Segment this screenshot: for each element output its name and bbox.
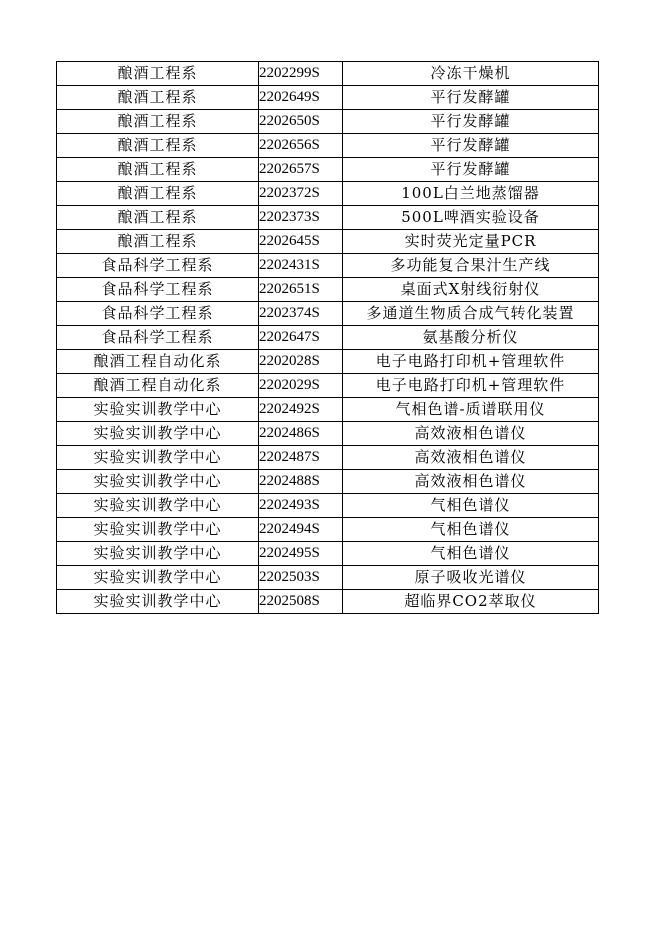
equipment-name-cell: 气相色谱仪: [343, 542, 599, 566]
equipment-name-cell: 冷冻干燥机: [343, 62, 599, 86]
equipment-code-cell: 2202431S: [259, 254, 343, 278]
department-cell: 酿酒工程自动化系: [57, 374, 259, 398]
equipment-name-cell: 平行发酵罐: [343, 110, 599, 134]
table-row: [57, 206, 599, 230]
table-row: [57, 566, 599, 590]
equipment-name-cell: 气相色谱仪: [343, 518, 599, 542]
department-cell: 实验实训教学中心: [57, 470, 259, 494]
equipment-code-cell: 2202493S: [259, 494, 343, 518]
equipment-name-cell: 气相色谱仪: [343, 494, 599, 518]
equipment-code-cell: 2202651S: [259, 278, 343, 302]
department-cell: 实验实训教学中心: [57, 566, 259, 590]
equipment-name-cell: 气相色谱-质谱联用仪: [343, 398, 599, 422]
equipment-code-cell: 2202374S: [259, 302, 343, 326]
department-cell: 食品科学工程系: [57, 302, 259, 326]
equipment-code-cell: 2202299S: [259, 62, 343, 86]
department-cell: 实验实训教学中心: [57, 590, 259, 614]
table-row: [57, 62, 599, 86]
table-row: [57, 350, 599, 374]
table-row: [57, 398, 599, 422]
equipment-code-cell: 2202657S: [259, 158, 343, 182]
equipment-name-cell: 平行发酵罐: [343, 134, 599, 158]
equipment-name-cell: 电子电路打印机+管理软件: [343, 350, 599, 374]
department-cell: 酿酒工程系: [57, 62, 259, 86]
equipment-name-cell: 高效液相色谱仪: [343, 470, 599, 494]
department-cell: 酿酒工程系: [57, 206, 259, 230]
equipment-name-cell: 原子吸收光谱仪: [343, 566, 599, 590]
table-row: [57, 86, 599, 110]
table-row: [57, 134, 599, 158]
department-cell: 实验实训教学中心: [57, 398, 259, 422]
table-row: [57, 182, 599, 206]
equipment-name-cell: 平行发酵罐: [343, 158, 599, 182]
equipment-code-cell: 2202649S: [259, 86, 343, 110]
equipment-code-cell: 2202645S: [259, 230, 343, 254]
equipment-code-cell: 2202647S: [259, 326, 343, 350]
equipment-name-cell: 高效液相色谱仪: [343, 446, 599, 470]
table-row: [57, 494, 599, 518]
table-row: [57, 110, 599, 134]
department-cell: 实验实训教学中心: [57, 518, 259, 542]
equipment-code-cell: 2202503S: [259, 566, 343, 590]
department-cell: 实验实训教学中心: [57, 542, 259, 566]
equipment-code-cell: 2202029S: [259, 374, 343, 398]
department-cell: 酿酒工程自动化系: [57, 350, 259, 374]
table-row: [57, 374, 599, 398]
table-row: [57, 518, 599, 542]
equipment-code-cell: 2202487S: [259, 446, 343, 470]
department-cell: 酿酒工程系: [57, 86, 259, 110]
department-cell: 实验实训教学中心: [57, 494, 259, 518]
equipment-name-cell: 高效液相色谱仪: [343, 422, 599, 446]
table-row: [57, 470, 599, 494]
table-row: [57, 302, 599, 326]
equipment-code-cell: 2202486S: [259, 422, 343, 446]
table-row: [57, 590, 599, 614]
table-row: [57, 422, 599, 446]
equipment-code-cell: 2202492S: [259, 398, 343, 422]
table-row: [57, 542, 599, 566]
equipment-name-cell: 100L白兰地蒸馏器: [343, 182, 599, 206]
equipment-name-cell: 电子电路打印机+管理软件: [343, 374, 599, 398]
equipment-name-cell: 桌面式X射线衍射仪: [343, 278, 599, 302]
department-cell: 酿酒工程系: [57, 110, 259, 134]
equipment-name-cell: 实时荧光定量PCR: [343, 230, 599, 254]
department-cell: 酿酒工程系: [57, 134, 259, 158]
table-row: [57, 326, 599, 350]
department-cell: 酿酒工程系: [57, 182, 259, 206]
equipment-code-cell: 2202495S: [259, 542, 343, 566]
department-cell: 酿酒工程系: [57, 230, 259, 254]
department-cell: 实验实训教学中心: [57, 446, 259, 470]
equipment-name-cell: 500L啤酒实验设备: [343, 206, 599, 230]
equipment-table-body: [57, 62, 599, 614]
equipment-code-cell: 2202488S: [259, 470, 343, 494]
table-row: [57, 230, 599, 254]
equipment-code-cell: 2202372S: [259, 182, 343, 206]
table-row: [57, 158, 599, 182]
table-row: [57, 278, 599, 302]
department-cell: 食品科学工程系: [57, 278, 259, 302]
equipment-code-cell: 2202508S: [259, 590, 343, 614]
table-row: [57, 446, 599, 470]
table-row: [57, 254, 599, 278]
equipment-code-cell: 2202656S: [259, 134, 343, 158]
equipment-name-cell: 平行发酵罐: [343, 86, 599, 110]
equipment-code-cell: 2202494S: [259, 518, 343, 542]
equipment-name-cell: 多通道生物质合成气转化装置: [343, 302, 599, 326]
equipment-name-cell: 超临界CO2萃取仪: [343, 590, 599, 614]
equipment-name-cell: 多功能复合果汁生产线: [343, 254, 599, 278]
department-cell: 酿酒工程系: [57, 158, 259, 182]
department-cell: 食品科学工程系: [57, 326, 259, 350]
department-cell: 食品科学工程系: [57, 254, 259, 278]
equipment-table: [56, 61, 599, 614]
department-cell: 实验实训教学中心: [57, 422, 259, 446]
equipment-code-cell: 2202373S: [259, 206, 343, 230]
equipment-code-cell: 2202028S: [259, 350, 343, 374]
equipment-code-cell: 2202650S: [259, 110, 343, 134]
equipment-name-cell: 氨基酸分析仪: [343, 326, 599, 350]
